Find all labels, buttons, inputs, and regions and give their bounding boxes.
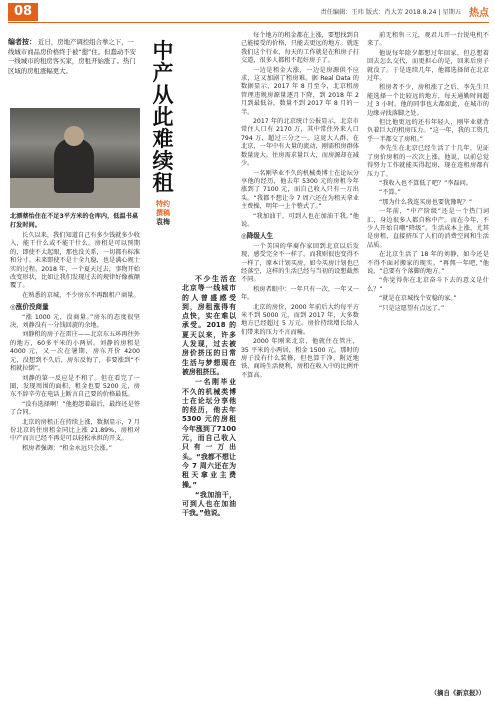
subheading: ◎降级人生: [241, 232, 274, 241]
paragraph: 刘静的第一反应是不租了。但在看完了一圈，发现周围的面积，租金也要 5200 元，房东不辞辛劳在电话上断言自己要的价格最低。: [10, 374, 140, 399]
pull-quote: [182, 275, 236, 520]
column-c: [367, 32, 489, 314]
paragraph: “不算。”: [379, 189, 401, 197]
paragraph: 在北京生活了 18 年的刘静，如今还是不得不面对搬家的现实。“再熬一年吧，”他说，“总要有个落脚的地方。”: [367, 251, 489, 275]
page-header: [0, 0, 495, 22]
paragraph: 租房者强调：“租金永远只会涨。”: [22, 444, 112, 452]
photo-figure-head: [64, 126, 84, 146]
page-number: 08: [8, 3, 38, 21]
paragraph: 每个地方的租金都在上涨，要想找到自己能接受的价格，只能去更远的地方。就连我们这个行业，每天的工作就是在和房子打交道，很多人都租不起好房子了。: [241, 32, 359, 65]
paragraph: 2017 年的北京统计公报显示，北京市常住人口有 2170 万，其中常住外来人口 794 万，超过三分之一。这庞大人群，在北京，一年中有大量的流动，刚需租房群体数量庞大。住房需求量巨大，而房源却在减少。: [241, 118, 359, 168]
editor-note: [8, 38, 140, 76]
quote-paragraph: 不少生活在北京等一线城市的人曾盛感受到，房租涨得有点快，实在难以承受。2018 的夏天以来，许多人发现，过去被房价挤压的日常生活与梦想现在被房租挤压。: [182, 275, 236, 376]
subheading: ◎涨价没商量: [10, 303, 49, 312]
header-divider: [8, 22, 489, 23]
byline-author: 袁梅: [156, 218, 170, 226]
photo-caption: 北漂蔡怡住在不足3平方米的仓库内，低温书桌打发时间。: [10, 213, 139, 229]
paragraph: 但比他更远的还有年轻人，刚毕业就背负着巨大的租房压力。“这一年，我的工资几乎一半都交了房租。”: [367, 119, 489, 143]
paragraph: 李先生在北京已经生活了十几年，见证了房价房租的一次次上涨。他说，以前总觉得努力工作就能买得起房，现在连租房都有压力了。: [367, 145, 489, 178]
paragraph: 刘静租的房子在雷庄——北京东五环再往外的地方，60多平米的小两居。刘静的房租是4000 元，又一次在暑期，房东开价 4200 元，没想到不久后，房东反悔了，非要涨到“不租就拉倒”。: [10, 331, 140, 373]
paragraph: 前无租售三元，观君儿开一台锐电机不来了。: [367, 32, 489, 48]
section-tag: 热点: [469, 8, 489, 19]
header-info: 责任编辑：王玮 版式：肖大芳 2018.8.24 | 星期五: [320, 9, 461, 16]
quote-paragraph: “我加油干，可到人也在加油干我。”他说。: [182, 490, 236, 518]
paragraph: 北京的房租正在持续上涨，数据显示，7 月份北京的住房租金同比上涨 21.89%，房租对中产而言已经不再是可以轻松承担的开支。: [10, 418, 140, 443]
paragraph: 在熟悉的京城，不少房东不再跟租户商量。: [22, 291, 140, 299]
byline: [154, 200, 172, 227]
column-a: [10, 232, 140, 454]
paragraph: 租房者不少，房租涨了之后，李先生只能选择一个比较远的地方，每天通勤时间超过 3 小时。他的同事也大都如此，在城市的边缘寻找落脚之处。: [367, 84, 489, 117]
article-photo: [10, 108, 140, 208]
paragraph: “没有选择啊！”他抱怨着最后，最终还是签了合同。: [10, 400, 140, 417]
paragraph: “你觉得你在北京奋斗下去的意义是什么？”: [367, 277, 489, 293]
paragraph: “那为什么我连买房也要犹豫呢？”: [379, 198, 473, 206]
paragraph: “涨 1000 元，没商量。”房东的态度很坚决，刘静没有一分钱回旋的余地。: [10, 313, 140, 330]
paragraph: 他说每年除夕都想过年回家，但总想着回去怎么交代，而更担心的是，回来后房子就没了。于是连续几年，他都选择留在北京过年。: [367, 49, 489, 83]
paragraph: 北京的房价，2000 年前后大约每平方米不到 5000 元，而到 2017 年，大多数地方已经超过 5 万元。房价持续增长给人们带来的压力不言而喻。: [241, 303, 359, 336]
column-b: [241, 32, 359, 381]
paragraph: 一年前，“中产阶级”还是一个热门词汇，身边很多人都自称中产。而在今年，不少人开始自嘲“降级”。生活成本上涨，尤其是房租，直接挤压了人们的消费空间和生活品质。: [367, 208, 489, 249]
article-source: （摘自《新京报》）: [430, 689, 485, 697]
photo-figure-body: [54, 138, 94, 193]
paragraph: “我加油干，可到人也在加油干我。”他说。: [241, 212, 359, 228]
paragraph: 长久以来，我们知道自己有多少钱就多少收入，能干什么或不能干什么。房租是可以预期的，即使不太起眼，那也没关系，一切都有标准和分寸。未来即使不是十全九稳，也是满心规士实的过程。2018 年，一个夏天过去，事物开始改变形状，比如让我们发现过去的规律好像被颠覆了。: [10, 232, 140, 290]
editor-note-text: 近日，房地产调控组合拳之下，一线城市商品房价格终于被“摁”住。但蠢动不安一线城市的租房客买家，房租开始涨了。热门区域的房租涨幅更大。: [8, 38, 137, 75]
quote-paragraph: 一名刚毕业不久的机械类博士在论坛分享他的经历，他去年 5300 元的房租今年涨到了7100元，而自己收入只有一万出头。“我都不想让今 7 周六还在为租天拿业主费操。”: [182, 378, 236, 489]
paragraph: “我收入也不算低了吧？”李磊问。: [379, 179, 473, 187]
byline-label: 特约撰稿: [156, 200, 170, 217]
editor-note-title: 编者按：: [8, 38, 36, 46]
article-title: 中产从此难续租: [152, 38, 174, 195]
paragraph: 2000 年刚来北京，他就住在管庄，35 平米的小两居，租金 1500 元。那时的房子没有什么装修，但也算干净，附近地铁、商场生活便利，房租在收入中的比例并不算高。: [241, 338, 359, 379]
paragraph: “只是这愿望有点远了。”: [379, 304, 445, 312]
paragraph: “就是在京城找个安稳的家。”: [379, 295, 457, 303]
paragraph: 一边是租金大涨，一边是房源供不应求，这又加剧了租房难。据 Real Data 的数据显示，2017 年 8 月至今，北京租房管理违规房源量逐月下降，到 2018 年 2 月到最低谷，数量不到 2017 年 8 月的一半。: [241, 66, 359, 116]
paragraph: 一个美国的华裔作家回到北京以后发现，感受完全不一样了。而我则很也变得不一样了，原本计划买房，如今买房计划也已经落空，这样的生活已经与当初的设想截然不同。: [241, 242, 359, 284]
paragraph: 一名刚毕业不久的机械类博士在论坛分享他的经历，他去年 5300 元的房租今年涨到了 7100 元，而自己收入只有一万出头。“我都不想让今 7 周六还在为租天拿业主费操，明年一上个整式了。”: [241, 169, 359, 211]
paragraph: 租房者眼中：一年只有一次，一年又一年。: [241, 285, 359, 302]
